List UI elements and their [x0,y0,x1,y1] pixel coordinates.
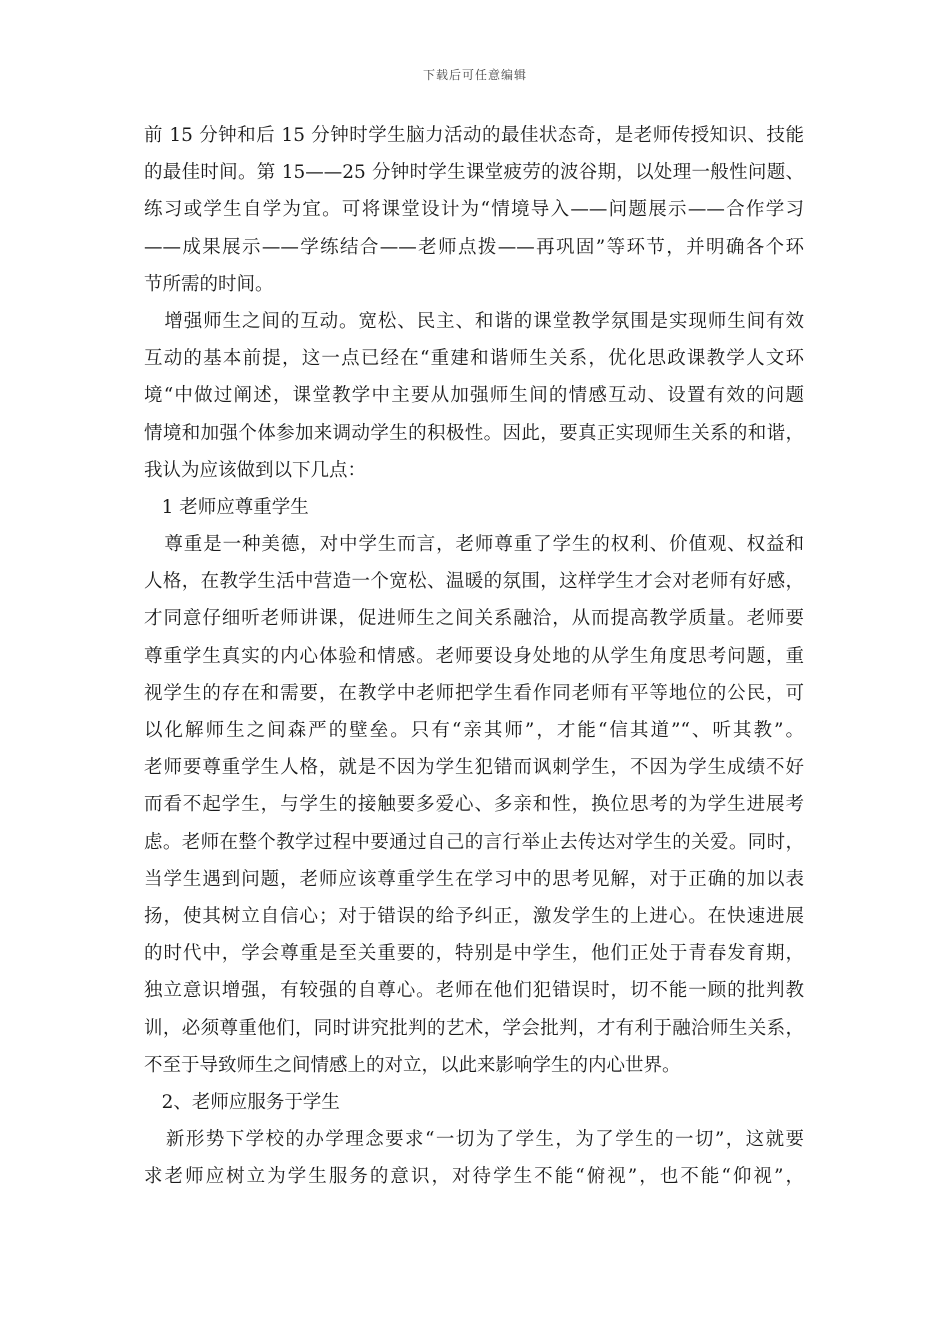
text-line: 视学生的存在和需要，在教学中老师把学生看作同老师有平等地位的公民，可 [144,682,804,704]
text-line: 虑。老师在整个教学过程中要通过自己的言行举止去传达对学生的关爱。同时， [144,831,804,853]
text-line: 求老师应树立为学生服务的意识，对待学生不能“俯视”，也不能“仰视”， [144,1166,804,1188]
text-line: 境“中做过阐述，课堂教学中主要从加强师生间的情感互动、设置有效的问题 [144,385,804,407]
text-line: 才同意仔细听老师讲课，促进师生之间关系融洽，从而提高教学质量。老师要 [144,608,804,630]
text-line: 当学生遇到问题，老师应该尊重学生在学习中的思考见解，对于正确的加以表 [144,868,804,890]
text-line: 训，必须尊重他们，同时讲究批判的艺术，学会批判，才有利于融洽师生关系， [144,1017,804,1039]
text-line: 扬，使其树立自信心；对于错误的给予纠正，激发学生的上进心。在快速进展 [144,905,804,927]
text-line: 前 15 分钟和后 15 分钟时学生脑力活动的最佳状态奇，是老师传授知识、技能 [144,125,804,146]
text-line: 的时代中，学会尊重是至关重要的，特别是中学生，他们正处于青春发育期， [144,943,804,965]
text-line: 我认为应该做到以下几点： [144,459,367,481]
section-heading: 2、老师应服务于学生 [144,1091,340,1113]
text-line: 节所需的时间。 [144,273,274,295]
text-line: 练习或学生自学为宜。可将课堂设计为“情境导入——问题展示——合作学习 [144,199,804,221]
document-body [144,117,804,1195]
section-heading: 1 老师应尊重学生 [144,496,309,518]
text-line: 尊重是一种美德，对中学生而言，老师尊重了学生的权利、价值观、权益和 [144,534,804,556]
text-line: 情境和加强个体参加来调动学生的积极性。因此，要真正实现师生关系的和谐， [144,422,804,444]
text-line: 互动的基本前提，这一点已经在“重建和谐师生关系，优化思政课教学人文环 [144,348,804,370]
text-line: 新形势下学校的办学理念要求“一切为了学生，为了学生的一切”，这就要 [144,1129,804,1151]
text-line: 独立意识增强，有较强的自尊心。老师在他们犯错误时，切不能一顾的批判教 [144,980,804,1002]
text-line: 人格，在教学生活中营造一个宽松、温暖的氛围，这样学生才会对老师有好感， [144,571,804,593]
text-line: 以化解师生之间森严的壁垒。只有“亲其师”，才能“信其道”“、听其教”。 [144,720,804,741]
text-line: 尊重学生真实的内心体验和情感。老师要设身处地的从学生角度思考问题，重 [144,645,804,667]
page-header: 下载后可任意编辑 [422,68,527,82]
text-line: 增强师生之间的互动。宽松、民主、和谐的课堂教学氛围是实现师生间有效 [144,310,804,332]
text-line: ——成果展示——学练结合——老师点拨——再巩固”等环节，并明确各个环 [144,236,804,258]
text-line: 老师要尊重学生人格，就是不因为学生犯错而讽刺学生，不因为学生成绩不好 [144,757,804,779]
text-line: 的最佳时间。第 15——25 分钟时学生课堂疲劳的波谷期，以处理一般性问题、 [144,162,804,184]
text-line: 而看不起学生，与学生的接触要多爱心、多亲和性，换位思考的为学生进展考 [144,794,804,816]
text-line: 不至于导致师生之间情感上的对立，以此来影响学生的内心世界。 [144,1054,681,1076]
